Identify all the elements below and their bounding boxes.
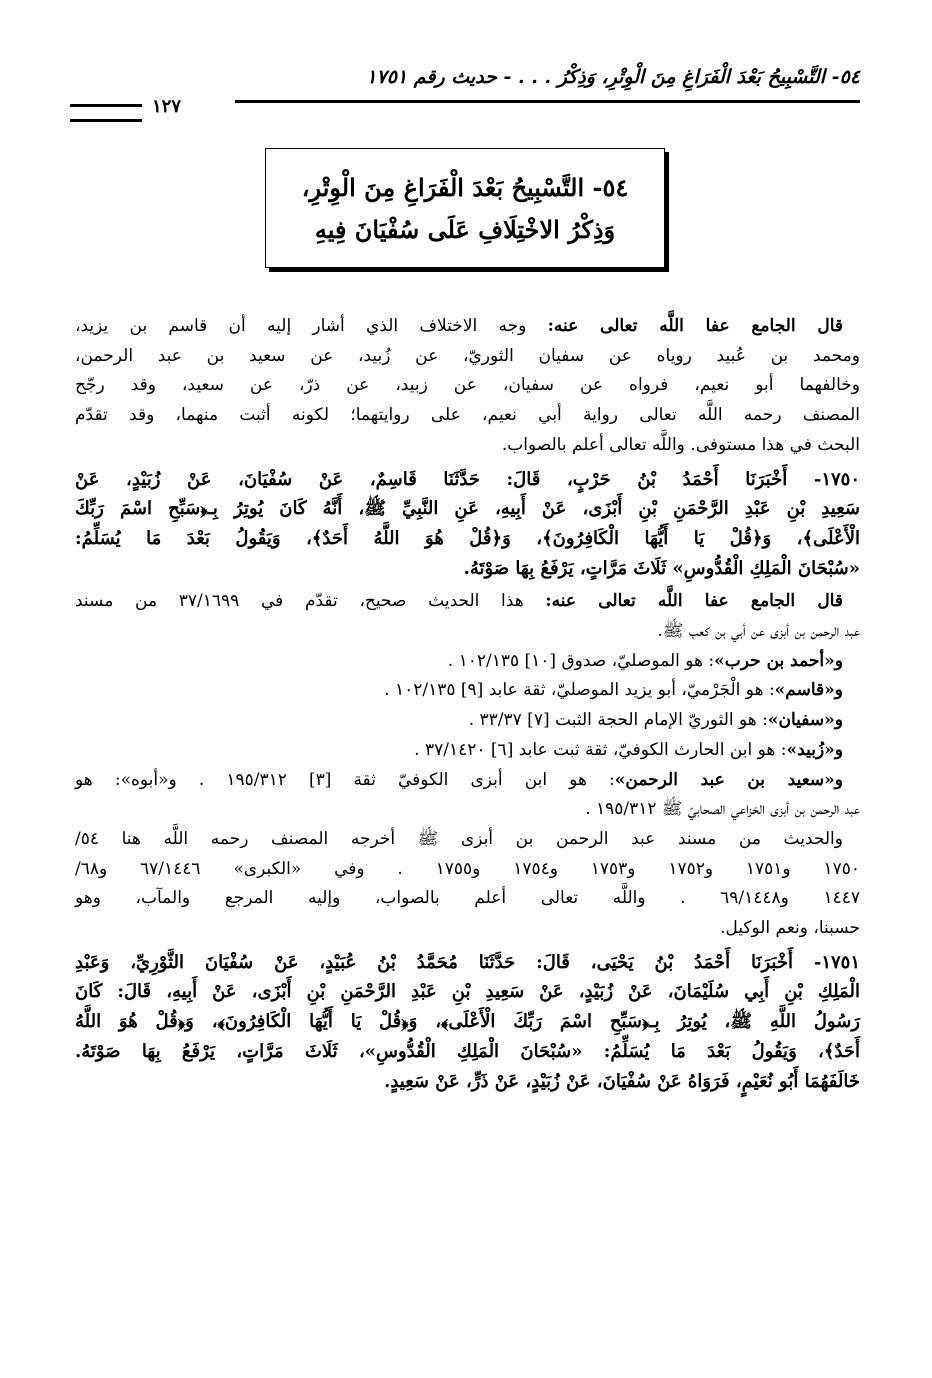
text-fragment: وجه الاختلاف الذي أشار إليه أن قاسم بن يزيد،: [75, 316, 527, 336]
author-lead: قال الجامع عفا اللَّه تعالى عنه:: [547, 316, 843, 336]
commentary-paragraph: [75, 587, 860, 943]
text-line: المصنف رحمه اللَّه تعالى رواية أبي نعيم، على روايتهما؛ لكونه أثبت منهما، وقد تقدّم: [75, 405, 860, 426]
text-line: البحث في هذا مستوفى. واللَّه تعالى أعلم بالصواب.: [501, 434, 860, 455]
chapter-title-box: [265, 148, 665, 268]
intro-paragraph: [75, 312, 860, 461]
hadith-line: خَالَفَهُمَا أَبُو نُعَيْمٍ، فَرَوَاهُ عَنْ سُفْيَانَ، عَنْ زُبَيْدٍ، عَنْ ذَرٍّ، عَنْ سَعِيدٍ.: [384, 1070, 860, 1092]
hadith-1750: [75, 465, 860, 584]
chapter-title-line-2: وَذِكْرُ الاخْتِلَافِ عَلَى سُفْيَانَ فِيهِ: [314, 215, 616, 244]
chapter-title-line-1: ٥٤- التَّسْبِيحُ بَعْدَ الْفَرَاغِ مِنَ الْوِتْرِ،: [301, 173, 629, 202]
narrator-desc: : هو ابن أبزى الكوفيّ ثقة [٣] ١٩٥/٣١٢ . و«أبوه»: هو: [75, 769, 615, 790]
narrator-desc: : هو الثوريّ الإمام الحجة الثبت [٧] ٣٣/٣٧ .: [468, 710, 768, 731]
narrator-line: [75, 647, 860, 677]
hadith-line: الْمَلِكِ بْنِ أَبِي سُلَيْمَانَ، عَنْ زُبَيْدٍ، عَنْ سَعِيدِ بْنِ عَبْدِ الرَّحْمَنِ بْنِ أَبْزَى، عَنْ أَبِيهِ، قَالَ: كَانَ: [75, 981, 860, 1003]
takhrij-line: [75, 825, 860, 855]
running-header: [70, 60, 860, 117]
narrator-desc: : هو ابن الحارث الكوفيّ، ثقة ثبت عابد [٦] ٣٧/١٤٢٠ .: [414, 739, 787, 760]
text-line: [75, 312, 860, 342]
text-fragment: والحديث من مسند عبد الرحمن بن أبزى ﷺ أخرجه المصنف رحمه اللَّه هنا ٥٤/: [75, 828, 843, 849]
page-number-rules: [70, 104, 142, 122]
hadith-line: «سُبْحَانَ الْمَلِكِ الْقُدُّوسِ» ثَلَاثَ مَرَّاتٍ، يَرْفَعُ بِهَا صَوْتَهُ.: [463, 557, 860, 579]
narrator-name: و«قاسم»: [774, 680, 843, 701]
page-body: [75, 312, 860, 1100]
narrator-name: و«زُبيد»: [786, 739, 843, 760]
text-line: [75, 587, 860, 617]
hadith-1751: [75, 948, 860, 1097]
narrator-line: [75, 736, 860, 766]
narrator-name: و«سفيان»: [767, 710, 843, 731]
hadith-line: ١٧٥١- أَخْبَرَنَا أَحْمَدُ بْنُ يَحْيَى، قَالَ: حَدَّثَنَا مُحَمَّدُ بْنُ عُبَيْدٍ، عَنْ سُفْيَانَ الثَّوْرِيِّ، وَعَبْدِ: [75, 951, 860, 973]
text-fragment: هذا الحديث صحيح، تقدّم في ٣٧/١٦٩٩ من مسند: [75, 591, 524, 612]
author-lead: قال الجامع عفا اللَّه تعالى عنه:: [545, 591, 843, 612]
narrator-line: [75, 706, 860, 736]
hadith-line: ١٧٥٠- أَخْبَرَنَا أَحْمَدُ بْنُ حَرْبٍ، قَالَ: حَدَّثَنَا قَاسِمٌ، عَنْ سُفْيَانَ، عَنْ زُبَيْدٍ، عَنْ: [75, 468, 860, 490]
hadith-line: الْأَعْلَى﴾، وَ﴿قُلْ يَا أَيُّهَا الْكَافِرُونَ﴾، وَ﴿قُلْ هُوَ اللَّهُ أَحَدٌ﴾، وَيَقُولُ بَعْدَ مَا يُسَلِّمُ:: [75, 527, 860, 549]
hadith-line: سَعِيدِ بْنِ عَبْدِ الرَّحْمَنِ بْنِ أَبْزَى، عَنْ أَبِيهِ، عَنِ النَّبِيِّ ﷺ، أَنَّهُ كَانَ يُوتِرُ بِـ﴿سَبِّحِ اسْمَ رَبِّكَ: [75, 498, 860, 520]
text-line: عبد الرحمن بن أبزى عن أبي بن كعب ﷺ.: [657, 621, 860, 642]
text-line: ومحمد بن عُبيد روياه عن سفيان الثوريّ، عن زُبيد، عن سعيد بن عبد الرحمن،: [75, 345, 860, 366]
narrator-name: و«سعيد بن عبد الرحمن»: [614, 769, 843, 790]
narrator-name: و«أحمد بن حرب»: [714, 650, 843, 671]
text-line: عبد الرحمن بن أبزى الخزاعي الصحابيّ ﷺ ١٩٥/٣١٢ .: [585, 799, 860, 820]
text-line: وخالفهما أبو نعيم، فرواه عن سفيان، عن زبيد، عن ذرّ، عن سعيد، وقد رجّح: [75, 375, 860, 396]
narrator-desc: : هو الموصليّ، صدوق [١٠] ١٠٢/١٣٥ .: [447, 650, 715, 671]
page-number: ١٢٧: [152, 96, 182, 117]
takhrij-line: ١٧٥٠ و١٧٥١ و١٧٥٢ و١٧٥٣ و١٧٥٤ و١٧٥٥ . وفي «الكبرى» ٦٧/١٤٤٦ و٦٨/: [75, 858, 860, 879]
hadith-line: أَحَدٌ﴾، وَيَقُولُ بَعْدَ مَا يُسَلِّمُ: «سُبْحَانَ الْمَلِكِ الْقُدُّوسِ»، ثَلَاثَ مَرَّاتٍ، يَرْفَعُ بِهَا صَوْتَهُ.: [75, 1040, 860, 1062]
takhrij-line: ١٤٤٧ و٦٩/١٤٤٨ . واللَّه تعالى أعلم بالصواب، وإليه المرجع والمآب، وهو: [75, 888, 860, 909]
hadith-line: رَسُولُ اللَّهِ ﷺ، يُوتِرُ بِـ﴿سَبِّحِ اسْمَ رَبِّكَ الْأَعْلَى﴾، وَ﴿قُلْ يَا أَيُّهَا الْكَافِرُونَ﴾، وَ﴿قُلْ هُوَ اللَّهُ: [75, 1011, 860, 1033]
narrator-desc: : هو الْجَرْميّ، أبو يزيد الموصليّ، ثقة عابد [٩] ١٠٢/١٣٥ .: [384, 680, 775, 701]
narrator-line: [75, 676, 860, 706]
takhrij-line: حسبنا، ونعم الوكيل.: [719, 918, 860, 939]
book-page: [70, 60, 860, 1360]
header-rule: [235, 100, 860, 103]
narrator-line: [75, 766, 860, 796]
running-title: ٥٤- التَّسْبِيحُ بَعْدَ الْفَرَاغِ مِنَ الْوِتْرِ، وَذِكْرُ . . . - حديث رقم ١٧٥١: [366, 66, 860, 88]
